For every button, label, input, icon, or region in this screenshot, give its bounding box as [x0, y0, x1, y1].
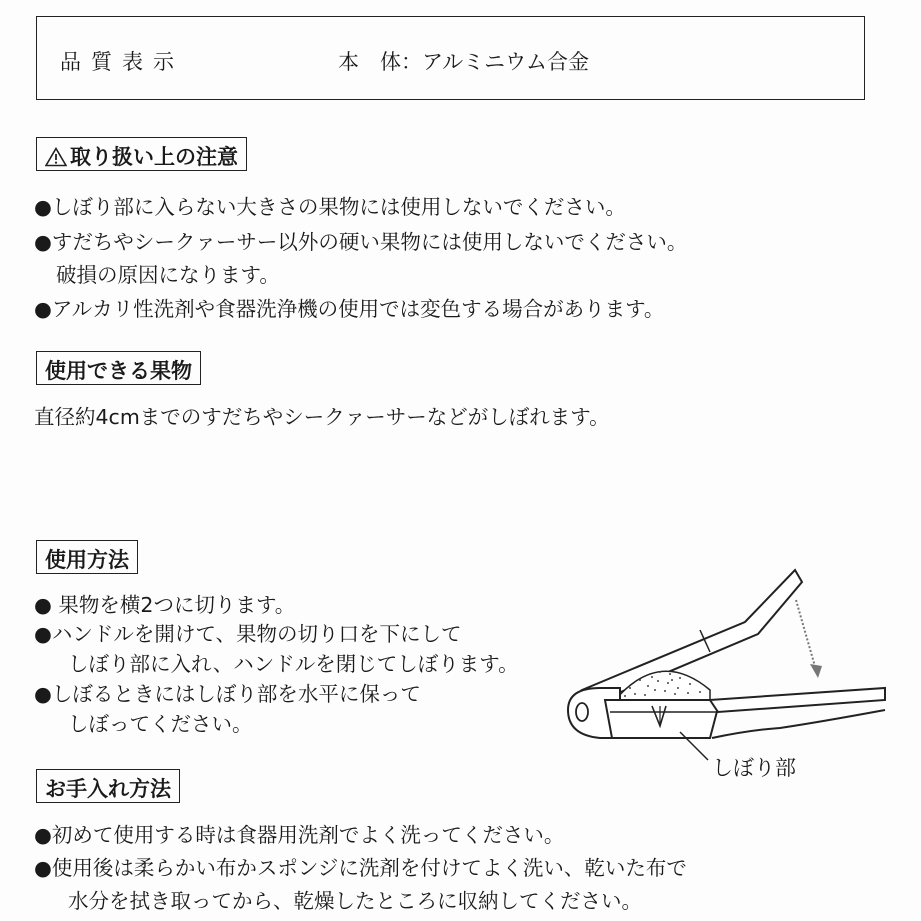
care-item-2-cont: 水分を拭き取ってから、乾燥したところに収納してください。 [68, 889, 642, 913]
caution-item-2: ●すだちやシークァーサー以外の硬い果物には使用しないでください。 [34, 230, 688, 254]
care-item-2: ●使用後は柔らかい布かスポンジに洗剤を付けてよく洗い、乾いた布で [34, 856, 687, 880]
care-heading: お手入れ方法 [36, 769, 180, 803]
usage-heading: 使用方法 [36, 540, 138, 574]
caution-title: 取り扱い上の注意 [70, 145, 238, 169]
caution-item-3: ●アルカリ性洗剤や食器洗浄機の使用では変色する場合があります。 [34, 297, 665, 321]
squeezer-diagram [560, 560, 900, 780]
warning-triangle-icon [45, 147, 67, 172]
usage-item-3: ●しぼるときにはしぼり部を水平に保って [34, 682, 421, 706]
caution-item-2-cont: 破損の原因になります。 [56, 263, 280, 287]
fruits-heading: 使用できる果物 [36, 351, 201, 385]
care-item-1: ●初めて使用する時は食器用洗剤でよく洗ってください。 [34, 823, 565, 847]
usage-item-2-cont: しぼり部に入れ、ハンドルを閉じてしぼります。 [68, 652, 519, 676]
caution-item-1: ●しぼり部に入らない大きさの果物には使用しないでください。 [34, 195, 626, 219]
usage-item-2: ●ハンドルを開けて、果物の切り口を下にして [34, 622, 462, 646]
usage-item-1: ● 果物を横2つに切ります。 [34, 593, 296, 617]
quality-value: 本 体：アルミニウム合金 [338, 50, 589, 74]
quality-label: 品質表示 [60, 50, 184, 74]
usage-item-3-cont: しぼってください。 [68, 712, 253, 736]
caution-heading [36, 137, 247, 171]
fruits-text: 直径約4cmまでのすだちやシークァーサーなどがしぼれます。 [34, 405, 610, 429]
squeezer-part-label: しぼり部 [712, 756, 796, 780]
